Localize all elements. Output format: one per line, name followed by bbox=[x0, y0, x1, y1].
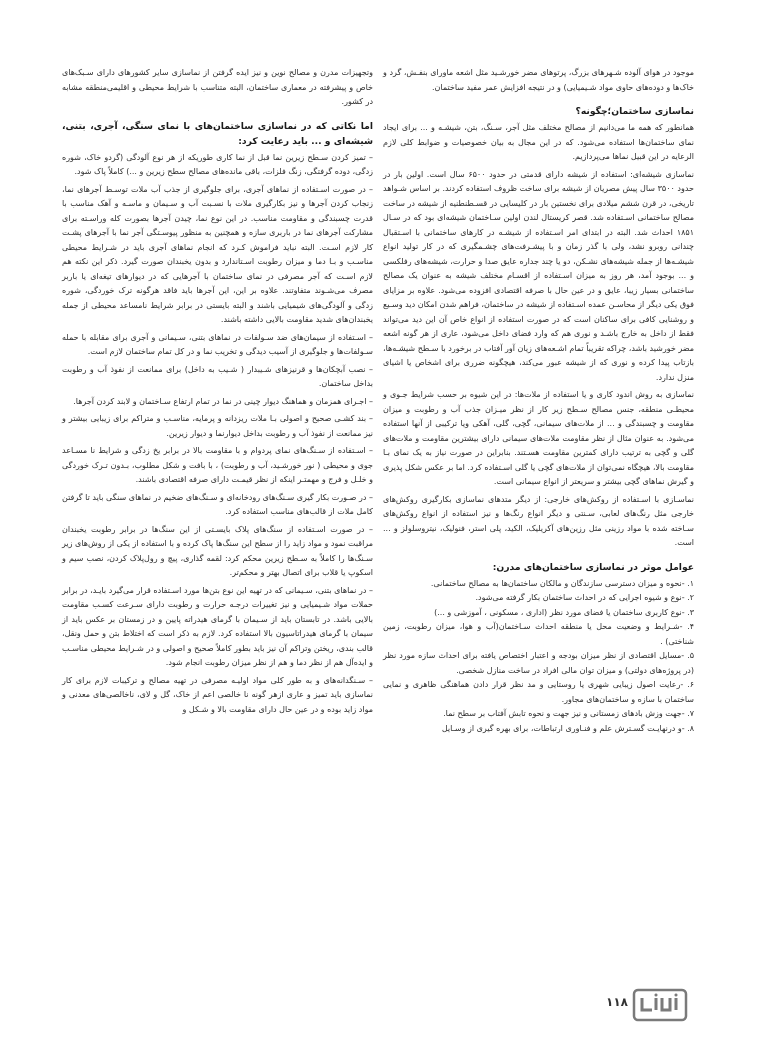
list-item: ۸. -و درنهایـت گسـترش علم و فنـاوری ارتباطات، برای بهره گیری از وسـایل bbox=[441, 723, 694, 733]
tip-paragraph: – در صـورت بکار گیری سـنگ‌های رودخانه‌ای و سـنگ‌های ضخیم در نماهای سنگی باید تا گرفتن کامل ملات از قالب‌های مناسب استفاده کرد. bbox=[62, 492, 373, 516]
page-number: ۱۱۸ bbox=[606, 995, 628, 1009]
list-item: ۶. -رعایت اصول زیبایی شهری یا روستایی و مد نظر قرار دادن هماهنگی ظاهری و نمایی ساختمان با سازه و ساختمان‌های مجاور. bbox=[383, 680, 694, 704]
right-column bbox=[383, 66, 694, 736]
tip-paragraph: – اجـرای همزمان و هماهنگ دیوار چینی در نما در تمام ارتفاع سـاختمان و لابند کردن آجرها. bbox=[73, 396, 373, 406]
tip-paragraph: – اسـتفاده از سـنگ‌های نمای پردوام و با مقاومت بالا در برابر یخ زدگی و شرایط نا مسـاعد جوی و محیطی ( نور خورشـید، آب و رطوبت) ، با بافت و شکل مطلوب، بـدون تـرک خوردگی و خلـل و فرج و مهمتـر اینکه از نظر قیمـت دارای صرفه اقتصادی باشند. bbox=[62, 446, 373, 484]
list-item: ۲. -نوع و شیوه اجرایی که در احداث ساختمان بکار گرفته می‌شود. bbox=[475, 593, 694, 602]
tip-paragraph: – در صورت اسـتفاده از سنگ‌های پلاک بایسـتی از این سنگ‌ها در برابر رطوبت یخبندان مراقبت نمود و مواد زاید را از سطح این سنگ‌ها پاک کرده و با استفاده از یکی از روش‌های زیر سـنگ‌ها را کاملاً به سـطح زیرین محکم کرد: لقمه گذاری، پیچ و رول‌پلاک کردن، نصب سیم و اسکوپ یا قلاب برای اتصال بهتر و محکم‌تر. bbox=[62, 524, 373, 577]
tip-paragraph: – بند کشـی صحیح و اصولی بـا ملات ریزدانه و پرمایه، مناسـب و متراکم برای زیبایی بیشتر و نیز ممانعت از نفوذ آب و رطوبت بداخل دیوارنما و دیوار زیرین. bbox=[62, 414, 373, 438]
body-paragraph: همانطور که همه ما می‌دانیم از مصالح مختلف مثل آجر، سـنگ، بتن، شیشـه و ... برای ایجاد نمای ساختمان‌ها استفاده می‌شود. که در این مجال به بیان خصوصیات و ضوابط کلی لازم الرعایه در این قبیل نماها می‌پردازیم. bbox=[383, 123, 694, 161]
list-item: ۳. -نوع کاربری ساختمان یا فضای مورد نظر (اداری ، مسکونی ، آموزشی و ...) bbox=[434, 607, 694, 617]
tip-paragraph: – در صورت اسـتفاده از نماهای آجری، برای جلوگیری از جذب آب ملات توسـط آجرهای نما، زنجاب کردن آجرها و نیز بکارگیری ملات با نسـبت آب و سـیمان و ماسـه و آهک مناسب با قدرت چسبندگی و مقاومت مناسب. در این نوع نما، چیدن آجرها بصورت کله وراسـته برای مشارکت آجرهای نما در باربری سازه و همچنین به منظور پیوسـتگی آجر نما با آجرهای پشـت کار لازم اسـت. البته نباید فراموش کـرد که انجام نماهای آجری باید در شـرایط محیطی مناسـب و بـا دما و میزان رطوبت اسـتاندارد و بدون یخبندان صورت گیرد. ذکر این نکته هم لازم اسـت که آجر مصرفی در نمای ساختمان با آجرهایی که در دیوارهای تیغه‌ای یا باربر مصرف می‌شـوند متفاوتند. علاوه بر این، این آجرها باید فاقد هرگونه ترک خوردگی، شوره زدگی و آلودگی‌های شیمیایی باشند و البته بایستی در برابر شرایط نامساعد محیطی از جمله یخبندان‌های شدید مقاومت بالایی داشته باشند. bbox=[62, 184, 373, 324]
section-heading-how: نماسازی ساختمان؛چگونه؟ bbox=[575, 106, 694, 117]
tip-paragraph: – سـنگدانه‌های و به طور کلی مواد اولیـه مصرفی در تهیه مصالح و ترکیبات لازم برای کار نماسازی باید تمیز و عاری ازهر گونه نا خالصی اعم از خاک، گل و لای، ناخالصی‌های معدنی و مواد زاید بوده و در عین حال دارای مقاومت بالا و شـکل و bbox=[62, 675, 373, 714]
section-heading-tips: اما نکاتی که در نماسازی ساختمان‌های با نمای سنگی، آجری، بتنی، شیشه‌ای و ... باید رعایت کرد: bbox=[62, 120, 373, 147]
list-item: ۷. -جهت وزش بادهای زمستانی و نیز جهت و نحوه تابش آفتاب بر سطح نما. bbox=[443, 709, 694, 718]
body-paragraph-glass: نماسازی شیشه‌ای: استفاده از شیشه دارای قدمتی در حدود ۶۵۰۰ سال است. اولین بار در حدود ۳۵۰۰ سال پیش مصریان از شیشه برای ساخت ظروف استفاده کردند. بر اساس شـواهد تاریخی، در قرن ششم میلادی برای نخستین بار در کلیسایی در قسـطنطنیه از شیشه در ساخت مصالح ساختمانی اسـتفاده شد. قصر کریستال لندن اولین سـاختمان شیشه‌ای بود که در سـال ۱۸۵۱ احداث شد. البته در ابتدای امر اسـتفاده از شیشـه در کارهای ساختمانی با اسـتقبال چندانی روبرو نشد، ولی با گذر زمان و با پیشـرفت‌های چشـمگیری که در کار تولید انواع شیشـه‌ها از جمله شیشه‌های نشـکن، دو یا چند جداره عایق صدا و حرارت، شیشه‌های رفلکسی و ... بوجود آمد، هر روز به میزان اسـتفاده از اقسـام مختلف شیشه به عنوان یک مصالح ساختمانی بسیار زیبا، عایق و در عین حال با صرفه اقتصادی افزوده می‌شود. علاوه بر مزایای فوق یکی دیگر از محاسـن عمده اسـتفاده از شیشه در ساختمان، فراهم شدن امکان دید وسـیع و روشنایی کافی برای ساکنان است که در صورت استفاده از انواع خاص آن این دید می‌تواند فقط از داخل به خارج باشـد و نوری هم که وارد فضای داخل می‌شود، عاری از هر گونه اشعه مضر خورشید باشد، چراکه تقریباً تمام اشـعه‌های زیان آور آفتاب در برخورد با سـطح شیشـه‌ها، بازتاب پیدا کرده و نوری که از شیشه عبور می‌کند، هیچگونه ضرری برای اشخاص یا اشیای منزل ندارد. bbox=[383, 169, 694, 382]
list-item: ۵. -مسایل اقتصادی از نظر میزان بودجه و اعتبار اختصاص یافته برای احداث سازه مورد نظر (در پروژه‌های دولتی) و میزان توان مالی افراد در ساخت منازل شخصی. bbox=[383, 651, 694, 675]
intro-paragraph: موجود در هوای آلوده شـهرهای بزرگ، پرتوهای مضر خورشـید مثل اشعه ماورای بنفـش، گرد و خاک‌ها و دوده‌های حاوی مواد شـیمیایی) و در نتیجه افزایش عمر مفید ساختمان. bbox=[383, 68, 694, 92]
list-item: ۱. -نحوه و میزان دسترسی سازندگان و مالکان ساختمان‌ها به مصالح ساختمانی. bbox=[430, 578, 694, 588]
factors-list bbox=[383, 577, 694, 737]
magazine-logo-icon bbox=[632, 988, 688, 1024]
list-item: ۴. -شـرایط و وضعیت محل یا منطقه احداث سـاختمان(آب و هوا، میزان رطوبت، زمین شناختی) . bbox=[383, 622, 694, 646]
tip-paragraph: – تمیز کردن سـطح زیرین نما قبل از نما کاری طوریکه از هر نوع آلودگی (گردو خاک، شوره زدگی، دوده گرفتگی، زنگ فلزات، باقی مانده‌های مصالح سطح زیرین و ...) کاملاً پاک شود. bbox=[62, 152, 373, 176]
tip-paragraph: – در نماهای بتنی، سـیمانی که در تهیه این نوع بتن‌ها مورد اسـتفاده قرار می‌گیرد بایـد، در برابر حملات مواد شـیمیایی و نیز تغییرات درجـه حرارت و رطوبت دارای سـرعت کسـب مقاومت بالایی باشد. در تابستان باید از سـیمان با گرمای هیدراته پایین و در زمستان بر عکس باید از سیمان با گرمای هیدراتاسیون بالا استفاده کرد. لازم به ذکر است که اختلاط بتن و حمل ونقل، قالب بندی، ریختن وتراکم آن نیز باید بطور کاملاً صحیح و اصولی و در شـرایط محیطی مناسـب و ایده‌آل هم از نظر دما و هم از نظر میزان رطوبت انجام شود. bbox=[62, 585, 373, 667]
body-paragraph-coating: نماسـازی با اسـتفاده از روکش‌های خارجی: از دیگر متدهای نماسازی بکارگیری روکش‌های خارجی مثل رنگ‌های لعابی، سـنتی و دیگر انواع رنگ‌ها و نیز استفاده از انواع روکش‌های سـاخته شده با مواد رزینی مثل رزین‌های آکریلیک، الکید، پلی استر، فنولیک، نیتروسلولز و ... است. bbox=[383, 494, 694, 547]
continued-paragraph: وتجهیزات مدرن و مصالح نوین و نیز ایده گرفتن از نماسازی سایر کشورهای دارای سـبک‌های خاص و پیشرفته در معماری ساختمان، البته متناسب با شرایط محیطی و اقلیمی‌منطقه مشابه در کشور. bbox=[62, 68, 373, 106]
section-heading-factors: عوامل موثر در نماسازی ساختمان‌های مدرن: bbox=[492, 561, 694, 573]
body-paragraph-mortar: نماسازی به روش اندود کاری و یا استفاده از ملات‌ها: در این شیوه بر حسب شرایط جـوی و محیطـی منطقه، جنس مصالح سـطح زیر کار از نظر میـزان جذب آب و رطوبت و میزان مقاومت و چسبندگی و ... از ملات‌های سیمانی، گچی، گلی، آهکی ویا ترکیبی از آنها استفاده می‌شود. به عنوان مثال از نظر مقاومت ملات‌های سیمانی دارای بیشترین مقاومت و ملات‌های گلی و گچی به ترتیب دارای کمترین مقاومت هسـتند. بنابراین در صورت نیاز به یک نمای بـا مقاومت بالا، هیچگاه نمی‌توان از ملات‌های گچی یا گلی اسـتفاده کرد. اما بر عکس شکل پذیری و گیرش نماهای گچی بیشتر و سریعتر از انواع سیمانی است. bbox=[383, 390, 694, 486]
tip-paragraph: – اسـتفاده از سیمان‌های ضد سـولفات در نماهای بتنی، سـیمانی و آجری برای مقابله با حمله سـولفات‌ها و جلوگیری از آسیب دیدگی و تخریب نما و در کل تمام ساختمان لازم است. bbox=[62, 332, 373, 356]
left-column bbox=[62, 66, 373, 720]
tip-paragraph: – نصب آبچکان‌ها و قرنیزهای شـیبدار ( شـیب به داخل) برای ممانعت از نفوذ آب و رطوبت بداخل ساختمان. bbox=[62, 364, 373, 388]
